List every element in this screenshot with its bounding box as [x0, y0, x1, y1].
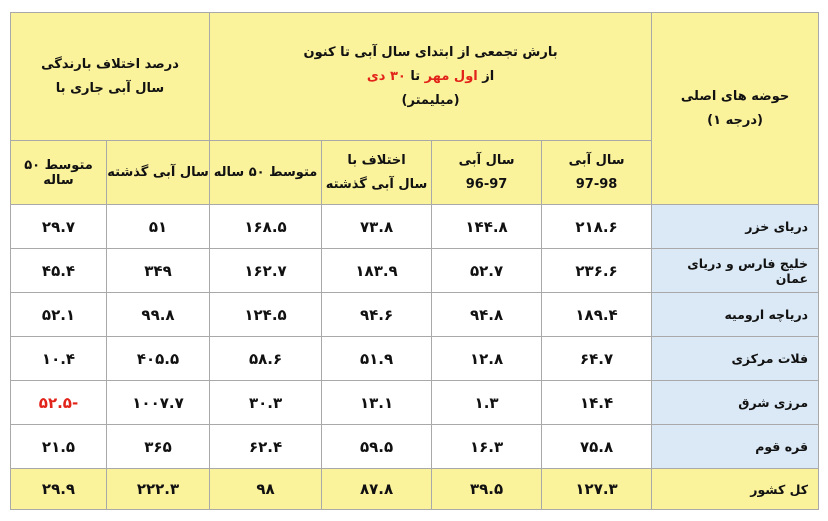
row-label: مرزی شرق	[652, 381, 819, 425]
row-label: فلات مرکزی	[652, 337, 819, 381]
range-to: تا	[410, 68, 421, 84]
col-pct-avg50: متوسط ۵۰ ساله	[11, 141, 107, 205]
cell: ۲۱.۵	[11, 425, 107, 469]
col-avg50: متوسط ۵۰ ساله	[210, 141, 322, 205]
cell: ۳۶۵	[107, 425, 210, 469]
cell: ۱۲.۸	[432, 337, 542, 381]
rainfall-table	[10, 12, 819, 510]
col-diff-prev-line2: سال آبی گذشته	[325, 176, 428, 192]
table-row	[11, 293, 819, 337]
cell: ۱۳.۱	[322, 381, 432, 425]
cell: ۱۴.۴	[542, 381, 652, 425]
cumulative-unit: (میلیمتر)	[401, 92, 460, 108]
cell: ۶۴.۷	[542, 337, 652, 381]
cell: ۵۱	[107, 205, 210, 249]
percent-header	[11, 13, 210, 141]
col-pct-prev: سال آبی گذشته	[107, 141, 210, 205]
range-from: از	[482, 68, 495, 84]
cell: ۱۰.۴	[11, 337, 107, 381]
col-wy-current-label: سال آبی	[568, 152, 625, 168]
cell: ۱۴۴.۸	[432, 205, 542, 249]
cell: ۵۸.۶	[210, 337, 322, 381]
row-label: قره قوم	[652, 425, 819, 469]
header-row	[11, 13, 819, 141]
cell: ۱۶.۳	[432, 425, 542, 469]
row-label: دریای خزر	[652, 205, 819, 249]
cumulative-header	[210, 13, 652, 141]
row-label: خلیج فارس و دریای عمان	[652, 249, 819, 293]
cell: ۱۸۹.۴	[542, 293, 652, 337]
cell: ۴۵.۴	[11, 249, 107, 293]
cell: ۹۹.۸	[107, 293, 210, 337]
total-cell: ۳۹.۵	[432, 469, 542, 510]
cell: ۲۹.۷	[11, 205, 107, 249]
cumulative-range	[210, 65, 651, 89]
cell: ۱۶۲.۷	[210, 249, 322, 293]
cell: ۴۰۵.۵	[107, 337, 210, 381]
cell: ۵۲.۱	[11, 293, 107, 337]
total-row	[11, 469, 819, 510]
table-row	[11, 425, 819, 469]
col-wy-current	[542, 141, 652, 205]
basins-title: حوضه های اصلی	[680, 88, 790, 104]
cumulative-title: بارش تجمعی از ابتدای سال آبی تا کنون	[303, 44, 558, 60]
cell: ۵۲.۷	[432, 249, 542, 293]
col-wy-current-years: 97-98	[575, 176, 618, 192]
cell: ۲۱۸.۶	[542, 205, 652, 249]
table-row	[11, 381, 819, 425]
col-wy-prev	[432, 141, 542, 205]
percent-title: درصد اختلاف بارندگی	[41, 56, 179, 72]
row-label: دریاچه ارومیه	[652, 293, 819, 337]
table-row	[11, 205, 819, 249]
cell: ۹۴.۶	[322, 293, 432, 337]
range-end: ۳۰ دی	[366, 68, 406, 84]
cell: ۱۲۴.۵	[210, 293, 322, 337]
col-wy-prev-years: 96-97	[465, 176, 508, 192]
cell: ۱۰۰۷.۷	[107, 381, 210, 425]
cell: ۳۰.۳	[210, 381, 322, 425]
col-diff-prev-line1: اختلاف با	[347, 152, 406, 168]
table-row	[11, 249, 819, 293]
total-cell: ۱۲۷.۳	[542, 469, 652, 510]
cell: ۱۶۸.۵	[210, 205, 322, 249]
total-label: کل کشور	[652, 469, 819, 510]
total-cell: ۲۹.۹	[11, 469, 107, 510]
cell: ۷۵.۸	[542, 425, 652, 469]
total-cell: ۸۷.۸	[322, 469, 432, 510]
cell: ۵۹.۵	[322, 425, 432, 469]
cell: ۲۳۶.۶	[542, 249, 652, 293]
cell: ۵۱.۹	[322, 337, 432, 381]
cell: ۶۲.۴	[210, 425, 322, 469]
basins-subtitle: (درجه ۱)	[707, 112, 763, 128]
basins-header	[652, 13, 819, 205]
cell: ۷۳.۸	[322, 205, 432, 249]
col-wy-prev-label: سال آبی	[458, 152, 515, 168]
total-cell: ۲۲۲.۳	[107, 469, 210, 510]
cell: ۳۴۹	[107, 249, 210, 293]
table-row	[11, 337, 819, 381]
cell: ۱۸۳.۹	[322, 249, 432, 293]
cell: ۱.۳	[432, 381, 542, 425]
cell: ۹۴.۸	[432, 293, 542, 337]
total-cell: ۹۸	[210, 469, 322, 510]
col-diff-prev	[322, 141, 432, 205]
range-start: اول مهر	[424, 68, 478, 84]
negative-cell: -۵۲.۵	[11, 381, 107, 425]
percent-subtitle: سال آبی جاری با	[55, 80, 165, 96]
